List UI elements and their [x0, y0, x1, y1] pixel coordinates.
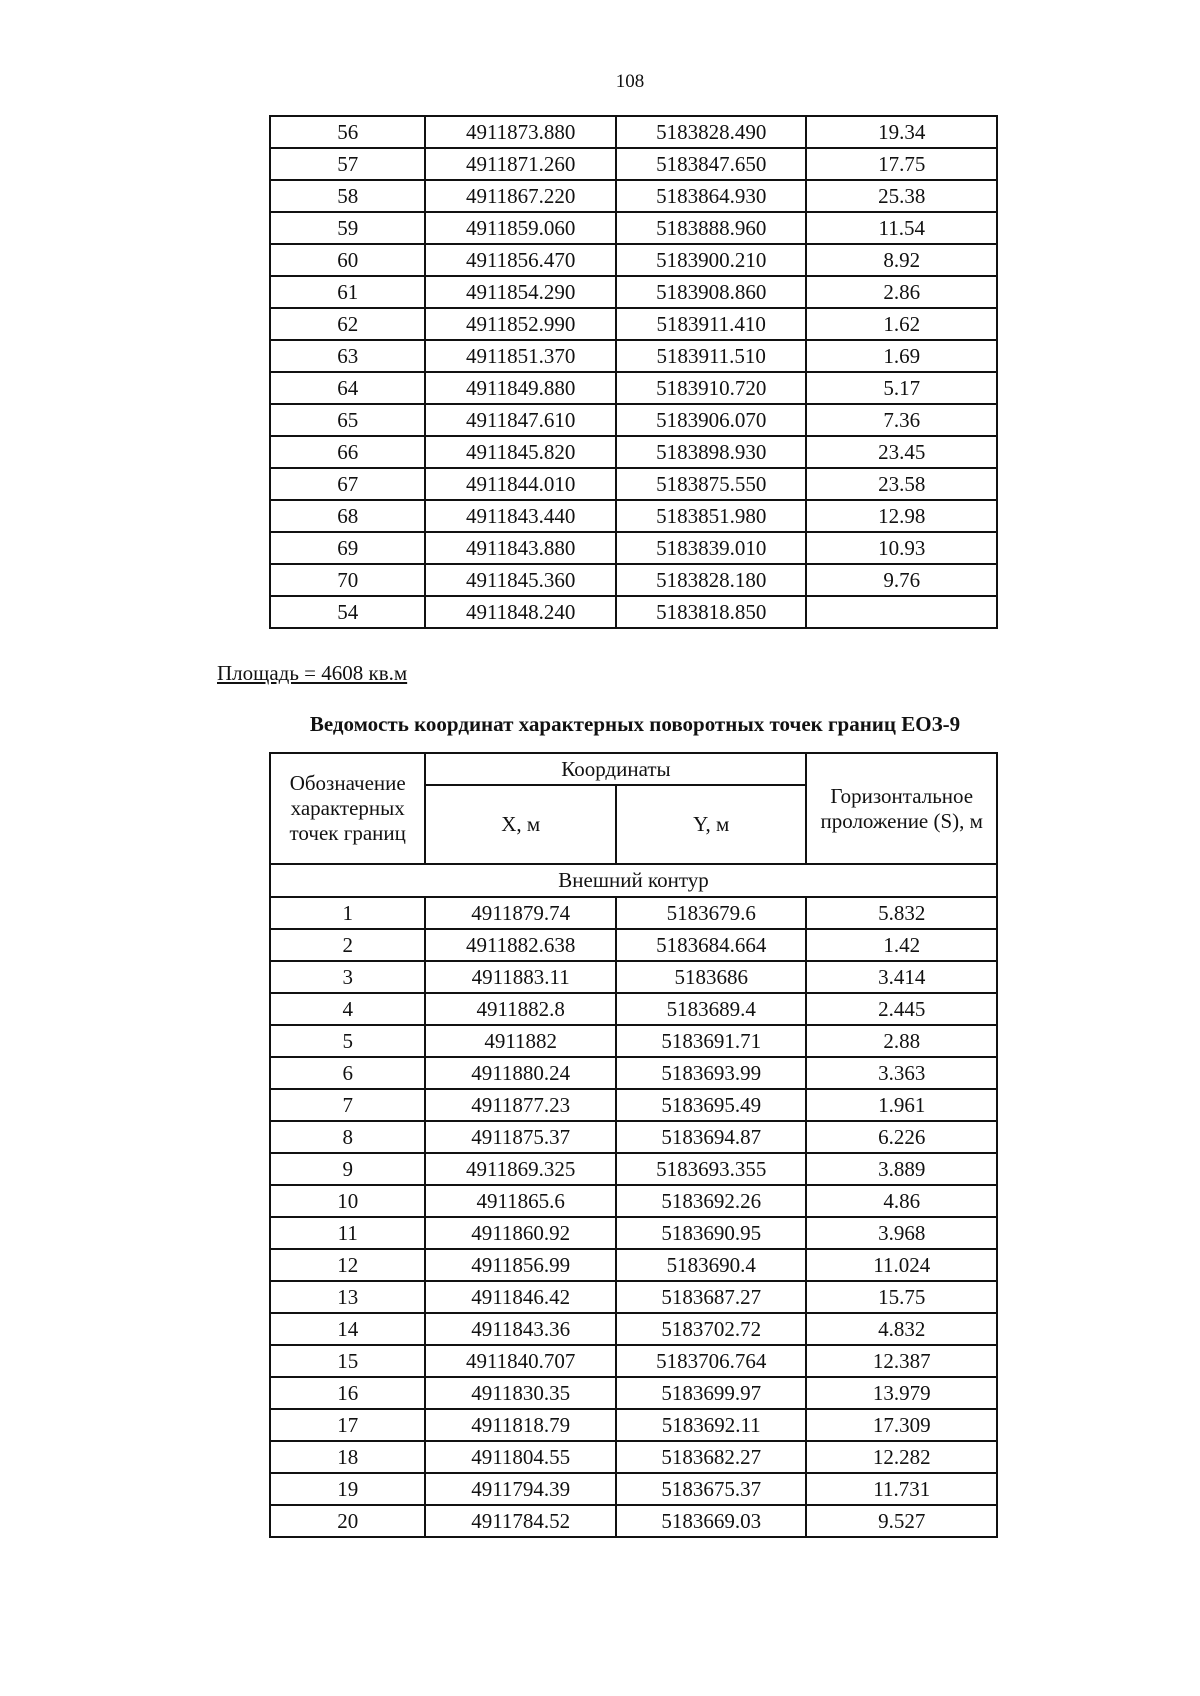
contour-row [270, 864, 997, 897]
cell-x: 4911875.37 [425, 1121, 616, 1153]
cell-y: 5183690.4 [616, 1249, 807, 1281]
table-row [270, 468, 997, 500]
cell-distance: 1.42 [806, 929, 997, 961]
coordinates-table-continued [269, 115, 998, 629]
table-row [270, 500, 997, 532]
cell-distance: 11.731 [806, 1473, 997, 1505]
cell-y: 5183900.210 [616, 244, 807, 276]
cell-x: 4911865.6 [425, 1185, 616, 1217]
cell-x: 4911843.440 [425, 500, 616, 532]
cell-y: 5183699.97 [616, 1377, 807, 1409]
cell-distance: 1.62 [806, 308, 997, 340]
cell-x: 4911843.880 [425, 532, 616, 564]
cell-point: 19 [270, 1473, 425, 1505]
cell-distance: 2.86 [806, 276, 997, 308]
cell-x: 4911848.240 [425, 596, 616, 628]
table-row [270, 212, 997, 244]
cell-y: 5183875.550 [616, 468, 807, 500]
cell-distance: 7.36 [806, 404, 997, 436]
cell-point: 1 [270, 897, 425, 929]
cell-point: 11 [270, 1217, 425, 1249]
cell-distance: 13.979 [806, 1377, 997, 1409]
table-row [270, 1345, 997, 1377]
cell-point: 20 [270, 1505, 425, 1537]
cell-x: 4911794.39 [425, 1473, 616, 1505]
table-row [270, 1473, 997, 1505]
cell-x: 4911843.36 [425, 1313, 616, 1345]
cell-x: 4911856.470 [425, 244, 616, 276]
cell-point: 68 [270, 500, 425, 532]
cell-distance: 23.58 [806, 468, 997, 500]
table-row [270, 897, 997, 929]
table-row [270, 436, 997, 468]
cell-distance: 12.98 [806, 500, 997, 532]
cell-y: 5183693.99 [616, 1057, 807, 1089]
table-header [270, 753, 997, 864]
table-row [270, 148, 997, 180]
cell-point: 14 [270, 1313, 425, 1345]
cell-point: 15 [270, 1345, 425, 1377]
cell-x: 4911879.74 [425, 897, 616, 929]
cell-y: 5183911.510 [616, 340, 807, 372]
table-row [270, 308, 997, 340]
table-row [270, 1057, 997, 1089]
cell-x: 4911840.707 [425, 1345, 616, 1377]
cell-y: 5183689.4 [616, 993, 807, 1025]
page-number: 108 [615, 71, 645, 92]
cell-distance: 3.889 [806, 1153, 997, 1185]
cell-distance: 4.86 [806, 1185, 997, 1217]
section-heading: Ведомость координат характерных поворотных точек границ ЕОЗ-9 [309, 712, 961, 736]
cell-point: 70 [270, 564, 425, 596]
cell-distance: 5.832 [806, 897, 997, 929]
cell-distance: 12.282 [806, 1441, 997, 1473]
table-row [270, 532, 997, 564]
cell-x: 4911845.360 [425, 564, 616, 596]
cell-distance: 6.226 [806, 1121, 997, 1153]
header-x: X, м [425, 785, 616, 864]
cell-y: 5183679.6 [616, 897, 807, 929]
table-row [270, 1377, 997, 1409]
cell-point: 60 [270, 244, 425, 276]
cell-point: 62 [270, 308, 425, 340]
table-row [270, 1249, 997, 1281]
cell-y: 5183693.355 [616, 1153, 807, 1185]
cell-distance: 12.387 [806, 1345, 997, 1377]
cell-point: 65 [270, 404, 425, 436]
cell-point: 54 [270, 596, 425, 628]
cell-point: 3 [270, 961, 425, 993]
cell-x: 4911849.880 [425, 372, 616, 404]
cell-point: 56 [270, 116, 425, 148]
table-row [270, 961, 997, 993]
cell-x: 4911882.8 [425, 993, 616, 1025]
cell-point: 8 [270, 1121, 425, 1153]
cell-distance: 3.363 [806, 1057, 997, 1089]
table-body [270, 864, 997, 1537]
cell-y: 5183692.11 [616, 1409, 807, 1441]
cell-point: 16 [270, 1377, 425, 1409]
table-row [270, 596, 997, 628]
cell-distance: 11.024 [806, 1249, 997, 1281]
cell-x: 4911871.260 [425, 148, 616, 180]
cell-distance: 3.968 [806, 1217, 997, 1249]
header-coordinates: Координаты [425, 753, 806, 785]
cell-distance: 2.445 [806, 993, 997, 1025]
cell-y: 5183702.72 [616, 1313, 807, 1345]
cell-distance: 9.76 [806, 564, 997, 596]
cell-y: 5183684.664 [616, 929, 807, 961]
table-row [270, 993, 997, 1025]
cell-x: 4911882 [425, 1025, 616, 1057]
table-row [270, 340, 997, 372]
cell-x: 4911880.24 [425, 1057, 616, 1089]
cell-point: 5 [270, 1025, 425, 1057]
cell-point: 69 [270, 532, 425, 564]
cell-point: 66 [270, 436, 425, 468]
cell-point: 12 [270, 1249, 425, 1281]
cell-y: 5183839.010 [616, 532, 807, 564]
cell-x: 4911830.35 [425, 1377, 616, 1409]
contour-label: Внешний контур [270, 864, 997, 897]
cell-y: 5183706.764 [616, 1345, 807, 1377]
header-point-label: Обозначение характерных точек границ [270, 753, 425, 864]
cell-distance: 9.527 [806, 1505, 997, 1537]
cell-x: 4911860.92 [425, 1217, 616, 1249]
cell-distance [806, 596, 997, 628]
cell-x: 4911851.370 [425, 340, 616, 372]
header-y: Y, м [616, 785, 807, 864]
cell-y: 5183898.930 [616, 436, 807, 468]
cell-distance: 1.69 [806, 340, 997, 372]
cell-distance: 2.88 [806, 1025, 997, 1057]
cell-point: 13 [270, 1281, 425, 1313]
cell-distance: 3.414 [806, 961, 997, 993]
header-distance: Горизонтальное проложение (S), м [806, 753, 997, 864]
cell-distance: 1.961 [806, 1089, 997, 1121]
cell-point: 6 [270, 1057, 425, 1089]
table-row [270, 1025, 997, 1057]
cell-x: 4911784.52 [425, 1505, 616, 1537]
table-row [270, 404, 997, 436]
cell-point: 4 [270, 993, 425, 1025]
table-row [270, 180, 997, 212]
table-row [270, 372, 997, 404]
cell-y: 5183690.95 [616, 1217, 807, 1249]
table-row [270, 1217, 997, 1249]
cell-x: 4911804.55 [425, 1441, 616, 1473]
table-row [270, 276, 997, 308]
cell-x: 4911869.325 [425, 1153, 616, 1185]
cell-y: 5183851.980 [616, 500, 807, 532]
cell-distance: 19.34 [806, 116, 997, 148]
table-row [270, 1185, 997, 1217]
cell-x: 4911844.010 [425, 468, 616, 500]
table-row [270, 1281, 997, 1313]
cell-y: 5183669.03 [616, 1505, 807, 1537]
cell-distance: 17.75 [806, 148, 997, 180]
cell-x: 4911845.820 [425, 436, 616, 468]
cell-x: 4911846.42 [425, 1281, 616, 1313]
cell-point: 67 [270, 468, 425, 500]
cell-y: 5183888.960 [616, 212, 807, 244]
cell-x: 4911867.220 [425, 180, 616, 212]
cell-x: 4911847.610 [425, 404, 616, 436]
cell-x: 4911852.990 [425, 308, 616, 340]
table-row [270, 929, 997, 961]
table-row [270, 1121, 997, 1153]
cell-y: 5183675.37 [616, 1473, 807, 1505]
cell-x: 4911883.11 [425, 961, 616, 993]
cell-point: 63 [270, 340, 425, 372]
cell-y: 5183864.930 [616, 180, 807, 212]
cell-point: 61 [270, 276, 425, 308]
cell-x: 4911882.638 [425, 929, 616, 961]
table-row [270, 1089, 997, 1121]
cell-y: 5183692.26 [616, 1185, 807, 1217]
cell-point: 64 [270, 372, 425, 404]
cell-point: 9 [270, 1153, 425, 1185]
cell-y: 5183818.850 [616, 596, 807, 628]
cell-point: 57 [270, 148, 425, 180]
cell-y: 5183687.27 [616, 1281, 807, 1313]
cell-point: 10 [270, 1185, 425, 1217]
table-row [270, 1441, 997, 1473]
cell-distance: 5.17 [806, 372, 997, 404]
cell-point: 2 [270, 929, 425, 961]
table-row [270, 1505, 997, 1537]
table-row [270, 1153, 997, 1185]
cell-y: 5183686 [616, 961, 807, 993]
cell-y: 5183847.650 [616, 148, 807, 180]
area-note: Площадь = 4608 кв.м [217, 661, 408, 685]
table-row [270, 564, 997, 596]
cell-x: 4911818.79 [425, 1409, 616, 1441]
cell-y: 5183910.720 [616, 372, 807, 404]
cell-x: 4911854.290 [425, 276, 616, 308]
cell-distance: 23.45 [806, 436, 997, 468]
cell-y: 5183911.410 [616, 308, 807, 340]
cell-x: 4911877.23 [425, 1089, 616, 1121]
cell-distance: 25.38 [806, 180, 997, 212]
cell-distance: 8.92 [806, 244, 997, 276]
cell-point: 17 [270, 1409, 425, 1441]
cell-point: 58 [270, 180, 425, 212]
cell-point: 7 [270, 1089, 425, 1121]
table-row [270, 116, 997, 148]
cell-y: 5183691.71 [616, 1025, 807, 1057]
cell-x: 4911856.99 [425, 1249, 616, 1281]
cell-point: 59 [270, 212, 425, 244]
cell-y: 5183682.27 [616, 1441, 807, 1473]
cell-y: 5183828.490 [616, 116, 807, 148]
cell-distance: 11.54 [806, 212, 997, 244]
cell-distance: 15.75 [806, 1281, 997, 1313]
coordinates-table-eoz-9 [269, 752, 998, 1538]
table-row [270, 1409, 997, 1441]
cell-y: 5183828.180 [616, 564, 807, 596]
cell-distance: 10.93 [806, 532, 997, 564]
cell-point: 18 [270, 1441, 425, 1473]
cell-x: 4911859.060 [425, 212, 616, 244]
table-row [270, 244, 997, 276]
cell-y: 5183906.070 [616, 404, 807, 436]
table-row [270, 1313, 997, 1345]
cell-distance: 17.309 [806, 1409, 997, 1441]
cell-distance: 4.832 [806, 1313, 997, 1345]
cell-y: 5183695.49 [616, 1089, 807, 1121]
cell-y: 5183694.87 [616, 1121, 807, 1153]
cell-y: 5183908.860 [616, 276, 807, 308]
table-body [270, 116, 997, 628]
cell-x: 4911873.880 [425, 116, 616, 148]
